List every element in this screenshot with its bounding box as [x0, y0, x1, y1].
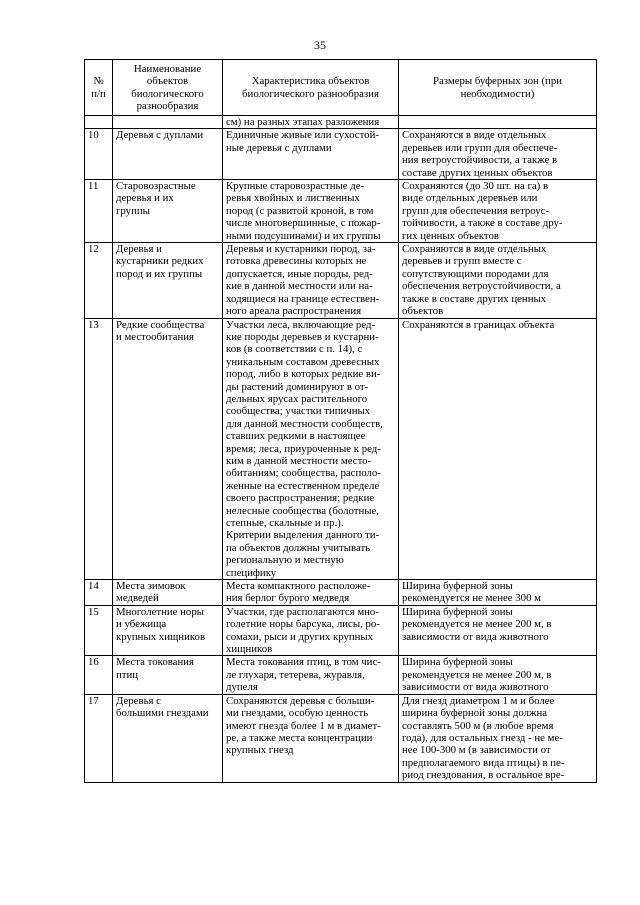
table-row: [85, 656, 597, 694]
table-row: [85, 694, 597, 782]
header-number: № п/п: [85, 60, 113, 116]
row-characteristic: Участки леса, включающие ред- кие породы деревьев и кустарни- ков (в соответствии с п. 14), с уникальным составом древесных пород, либо в которых редкие ви- ды растений доминируют в от- дельных ярусах растительного сообщества; участки типичных для данной местности сообществ, ставших редкими в настоящее время; леса, приуроченные к ред- ким в данной местности место- обитаниям; сообщества, располо- женные на естественном пределе своего распространения; редкие нелесные сообщества (болотные, степные, скальные и пр.). Критерии выделения данного ти- па объектов должны учитывать региональную и местную специфику: [223, 318, 399, 580]
row-name: Редкие сообщества и местообитания: [113, 318, 223, 580]
row-number: 11: [85, 180, 113, 243]
biodiversity-table: [84, 59, 597, 783]
row-name: Деревья и кустарники редких пород и их группы: [113, 243, 223, 318]
continuation-text: см) на разных этапах разложения: [223, 116, 399, 129]
row-characteristic: Крупные старовозрастные де- ревья хвойных и лиственных пород (с развитой кроной, в том числе многовершинные, с пожар- ными подсушинами) и их группы: [223, 180, 399, 243]
row-name: Места зимовок медведей: [113, 580, 223, 606]
row-number: 10: [85, 129, 113, 180]
row-name: Старовозрастные деревья и их группы: [113, 180, 223, 243]
row-name: Многолетние норы и убежища крупных хищников: [113, 605, 223, 656]
row-name: Деревья с дуплами: [113, 129, 223, 180]
row-characteristic: Деревья и кустарники пород, за- готовка древесины которых не допускается, иные породы, ред- кие в данной местности или на- ходящиеся на границе естествен- ного ареала распространения: [223, 243, 399, 318]
row-characteristic: Единичные живые или сухостой- ные деревья с дуплами: [223, 129, 399, 180]
row-number: 13: [85, 318, 113, 580]
page-number: 35: [314, 38, 326, 52]
table-row: [85, 243, 597, 318]
row-characteristic: Участки, где располагаются мно- голетние норы барсука, лисы, ро- сомахи, рыси и других крупных хищников: [223, 605, 399, 656]
row-name: Места токования птиц: [113, 656, 223, 694]
row-number: 12: [85, 243, 113, 318]
header-name: Наименование объектов биологического разнообразия: [113, 60, 223, 116]
table-row: [85, 180, 597, 243]
row-number: 17: [85, 694, 113, 782]
row-buffer: Сохраняются (до 30 шт. на га) в виде отдельных деревьев или групп для обеспечения ветроус- тойчивости, а также в составе дру- гих ценных объектов: [399, 180, 597, 243]
continuation-row: [85, 116, 597, 129]
row-buffer: Сохраняются в виде отдельных деревьев и групп вместе с сопутствующими породами для обеспечения ветроустойчивости, а также в составе других ценных объектов: [399, 243, 597, 318]
row-buffer: Ширина буферной зоны рекомендуется не менее 200 м, в зависимости от вида животного: [399, 605, 597, 656]
row-number: 15: [85, 605, 113, 656]
row-characteristic: Места токования птиц, в том чис- ле глухаря, тетерева, журавля, дупеля: [223, 656, 399, 694]
row-characteristic: Места компактного расположе- ния берлог бурого медведя: [223, 580, 399, 606]
table-row: [85, 129, 597, 180]
table-row: [85, 605, 597, 656]
row-buffer: Ширина буферной зоны рекомендуется не менее 300 м: [399, 580, 597, 606]
header-characteristic: Характеристика объектов биологического разнообразия: [223, 60, 399, 116]
row-buffer: Сохраняются в границах объекта: [399, 318, 597, 580]
table-header-row: [85, 60, 597, 116]
row-buffer: Сохраняются в виде отдельных деревьев или групп для обеспече- ния ветроустойчивости, а также в составе других ценных объектов: [399, 129, 597, 180]
row-number: 16: [85, 656, 113, 694]
table-row: [85, 580, 597, 606]
row-characteristic: Сохраняются деревья с больши- ми гнездами, особую ценность имеют гнезда более 1 м в диамет- ре, а также места концентрации крупных гнезд: [223, 694, 399, 782]
row-number: 14: [85, 580, 113, 606]
table-row: [85, 318, 597, 580]
row-name: Деревья с большими гнездами: [113, 694, 223, 782]
header-buffer: Размеры буферных зон (при необходимости): [399, 60, 597, 116]
row-buffer: Ширина буферной зоны рекомендуется не менее 200 м, в зависимости от вида животного: [399, 656, 597, 694]
row-buffer: Для гнезд диаметром 1 м и более ширина буферной зоны должна составлять 500 м (в любое время года), для остальных гнезд - не ме- нее 100-300 м (в зависимости от предполагаемого вида птицы) в пе- риод гнездования, в остальное вре-: [399, 694, 597, 782]
